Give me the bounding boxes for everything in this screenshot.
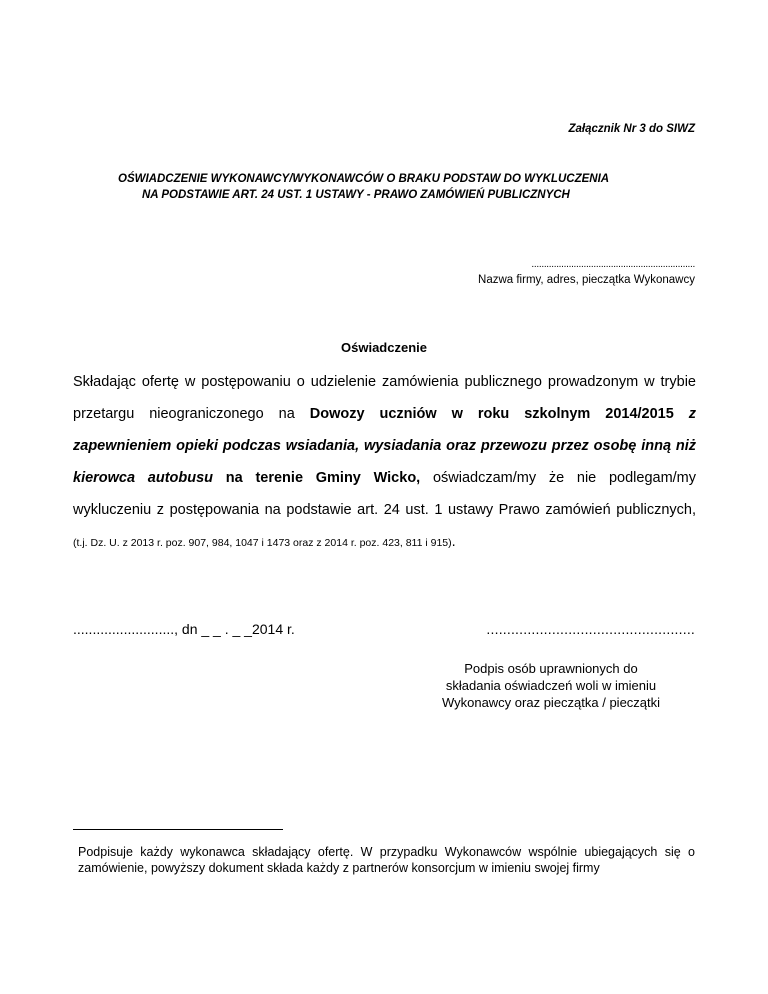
footnote: Podpisuje każdy wykonawca składający ofertę. W przypadku Wykonawców wspólnie ubiegających się o zamówienie, powyższy dokument składa każdy z partnerów konsorcjum w imieniu swojej firmy — [78, 845, 695, 875]
signature-label-line-2: składania oświadczeń woli w imieniu — [445, 678, 657, 693]
company-stamp-block — [447, 258, 695, 286]
statement-title: Oświadczenie — [341, 340, 427, 355]
heading-line-1: OŚWIADCZENIE WYKONAWCY/WYKONAWCÓW O BRAKU PODSTAW DO WYKLUCZENIA — [118, 173, 610, 185]
signature-dotted-line: ................................................... — [486, 621, 695, 637]
company-dotted-line: .................................................................. — [531, 259, 695, 270]
body-bold-1: Dowozy uczniów w roku szkolnym 2014/2015 — [309, 406, 674, 422]
body-legal-reference: (t.j. Dz. U. z 2013 r. poz. 907, 984, 1047 i 1473 oraz z 2014 r. poz. 423, 811 i 915) — [73, 537, 452, 549]
body-part-2: oświadczam/my że nie podlegam/my wykluczeniu z postępowania na podstawie art. 24 ust. 1 ustawy Prawo zamówień publicznych, — [73, 470, 697, 518]
signature-label-line-3: Wykonawcy oraz pieczątka / pieczątki — [441, 695, 661, 710]
document-heading — [118, 171, 609, 203]
company-label: Nazwa firmy, adres, pieczątka Wykonawcy — [478, 274, 695, 286]
body-bold-2: na terenie Gminy Wicko, — [225, 470, 421, 486]
statement-body — [73, 366, 696, 559]
signature-label — [426, 660, 676, 711]
body-part-1: Składając ofertę w postępowaniu o udzielenie zamówienia publicznego prowadzonym w trybie przetargu nieograniczonego na — [73, 374, 696, 422]
body-end: . — [451, 534, 456, 550]
footnote-separator — [73, 829, 283, 830]
body-bold-italic: z zapewnieniem opieki podczas wsiadania, wysiadania oraz przewozu przez osobę inną niż kierowca autobusu — [73, 406, 697, 486]
place-date-line: .........................., dn _ _ . _ _2014 r. — [73, 621, 295, 637]
heading-line-2: NA PODSTAWIE ART. 24 UST. 1 USTAWY - PRAWO ZAMÓWIEŃ PUBLICZNYCH — [142, 189, 570, 201]
signature-label-line-1: Podpis osób uprawnionych do — [464, 661, 638, 676]
annex-label: Załącznik Nr 3 do SIWZ — [568, 123, 695, 135]
